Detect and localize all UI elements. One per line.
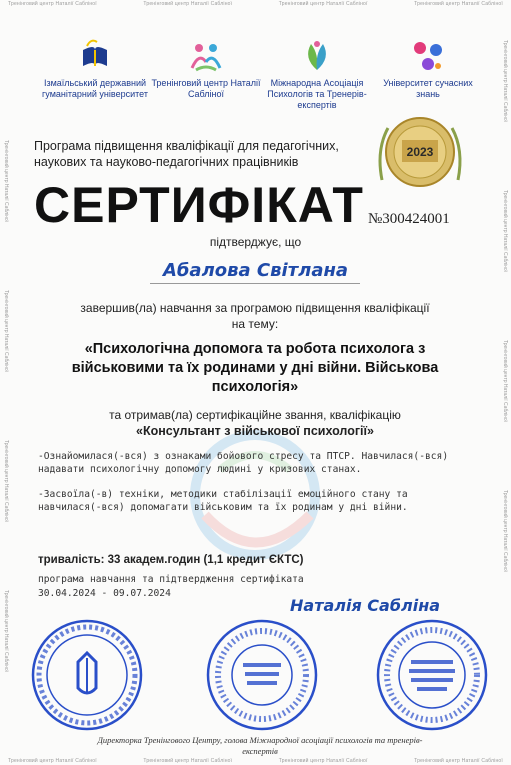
name-underline (150, 283, 360, 284)
logo-caption: Тренінговий центр Наталії Сабліної (151, 78, 261, 99)
logo-training-center (151, 36, 261, 111)
logo-psychologists-association (262, 36, 372, 111)
border-text: Тренінговий центр Наталії Сабліної (502, 340, 508, 423)
course-topic: «Психологічна допомога та робота психолога з військовими та їх родинами у дні війни. Військова психологія» (71, 341, 439, 395)
right-border-text (501, 20, 509, 745)
program-note: програма навчання та підтвердження сертифіката (38, 574, 304, 585)
border-text: Тренінговий центр Наталії Сабліної (143, 1, 233, 7)
top-border-text (8, 1, 503, 7)
border-text: Тренінговий центр Наталії Сабліної (3, 140, 9, 223)
stamps-area (30, 618, 490, 733)
certificate-title: СЕРТИФІКАТ (34, 177, 364, 233)
border-text: Тренінговий центр Наталії Сабліної (8, 1, 97, 7)
border-text: Тренінговий центр Наталії Сабліної (502, 190, 508, 273)
qualification-title: «Консультант з військової психології» (136, 424, 374, 438)
course-dates: 30.04.2024 - 09.07.2024 (38, 588, 171, 599)
partner-logos (40, 36, 483, 111)
signature: Наталія Сабліна (290, 596, 441, 615)
bottom-border-text (8, 758, 503, 764)
logo-caption: Університет сучасних знань (383, 78, 473, 99)
logo-izmail-university (40, 36, 150, 111)
outcome-item: -Засвоїла(-в) техніки, методики стабілізації емоційного стану та навчилася(-вся) допомагати військовим та їх родинам у дні війни. (38, 489, 408, 513)
director-footer: Директорка Тренінгового Центру, голова Міжнародної асоціації психологів та тренерів-експертів (97, 735, 423, 756)
logo-modern-knowledge-university (373, 36, 483, 111)
border-text: Тренінговий центр Наталії Сабліної (414, 1, 503, 7)
logo-caption: Ізмаїльський державний гуманітарний університет (42, 78, 148, 99)
book-wing-logo-icon (75, 36, 115, 76)
confirms-text: підтверджує, що (209, 235, 302, 249)
figures-logo-icon (186, 36, 226, 76)
border-text: Тренінговий центр Наталії Сабліної (8, 758, 97, 764)
leaf-logo-icon (297, 36, 337, 76)
border-text: Тренінговий центр Наталії Сабліної (3, 440, 9, 523)
program-description: Програма підвищення кваліфікації для педагогічних, наукових та науково-педагогічних працівників (34, 139, 339, 169)
border-text: Тренінговий центр Наталії Сабліної (414, 758, 503, 764)
border-text: Тренінговий центр Наталії Сабліної (278, 1, 368, 7)
border-text: Тренінговий центр Наталії Сабліної (278, 758, 368, 764)
molecule-logo-icon (408, 36, 448, 76)
left-border-text (2, 20, 10, 745)
medal-year: 2023 (406, 145, 434, 159)
learning-outcomes (38, 450, 468, 526)
border-text: Тренінговий центр Наталії Сабліної (502, 40, 508, 123)
border-text: Тренінговий центр Наталії Сабліної (143, 758, 233, 764)
certificate-number: №300424001 (368, 211, 450, 227)
award-medal-icon (372, 110, 468, 196)
outcome-item: -Ознайомилася(-вся) з ознаками бойового стресу та ПТСР. Навчилася(-вся) надавати психологічну допомогу людині у кризових станах. (38, 451, 449, 475)
recipient-name: Абалова Світлана (162, 260, 349, 281)
association-seal-icon (375, 618, 490, 733)
university-seal-icon (30, 618, 145, 733)
border-text: Тренінговий центр Наталії Сабліної (502, 490, 508, 573)
received-text: та отримав(ла) сертифікаційне звання, кваліфікацію (109, 408, 401, 422)
training-center-seal-icon (205, 618, 320, 733)
completed-text: завершив(ла) навчання за програмою підвищення кваліфікації на тему: (80, 301, 430, 331)
logo-caption: Міжнародна Асоціація Психологів та Тренерів-експертів (267, 78, 367, 110)
border-text: Тренінговий центр Наталії Сабліної (3, 590, 9, 673)
border-text: Тренінговий центр Наталії Сабліної (3, 290, 9, 373)
course-duration: тривалість: 33 академ.годин (1,1 кредит ЄКТС) (38, 554, 304, 566)
